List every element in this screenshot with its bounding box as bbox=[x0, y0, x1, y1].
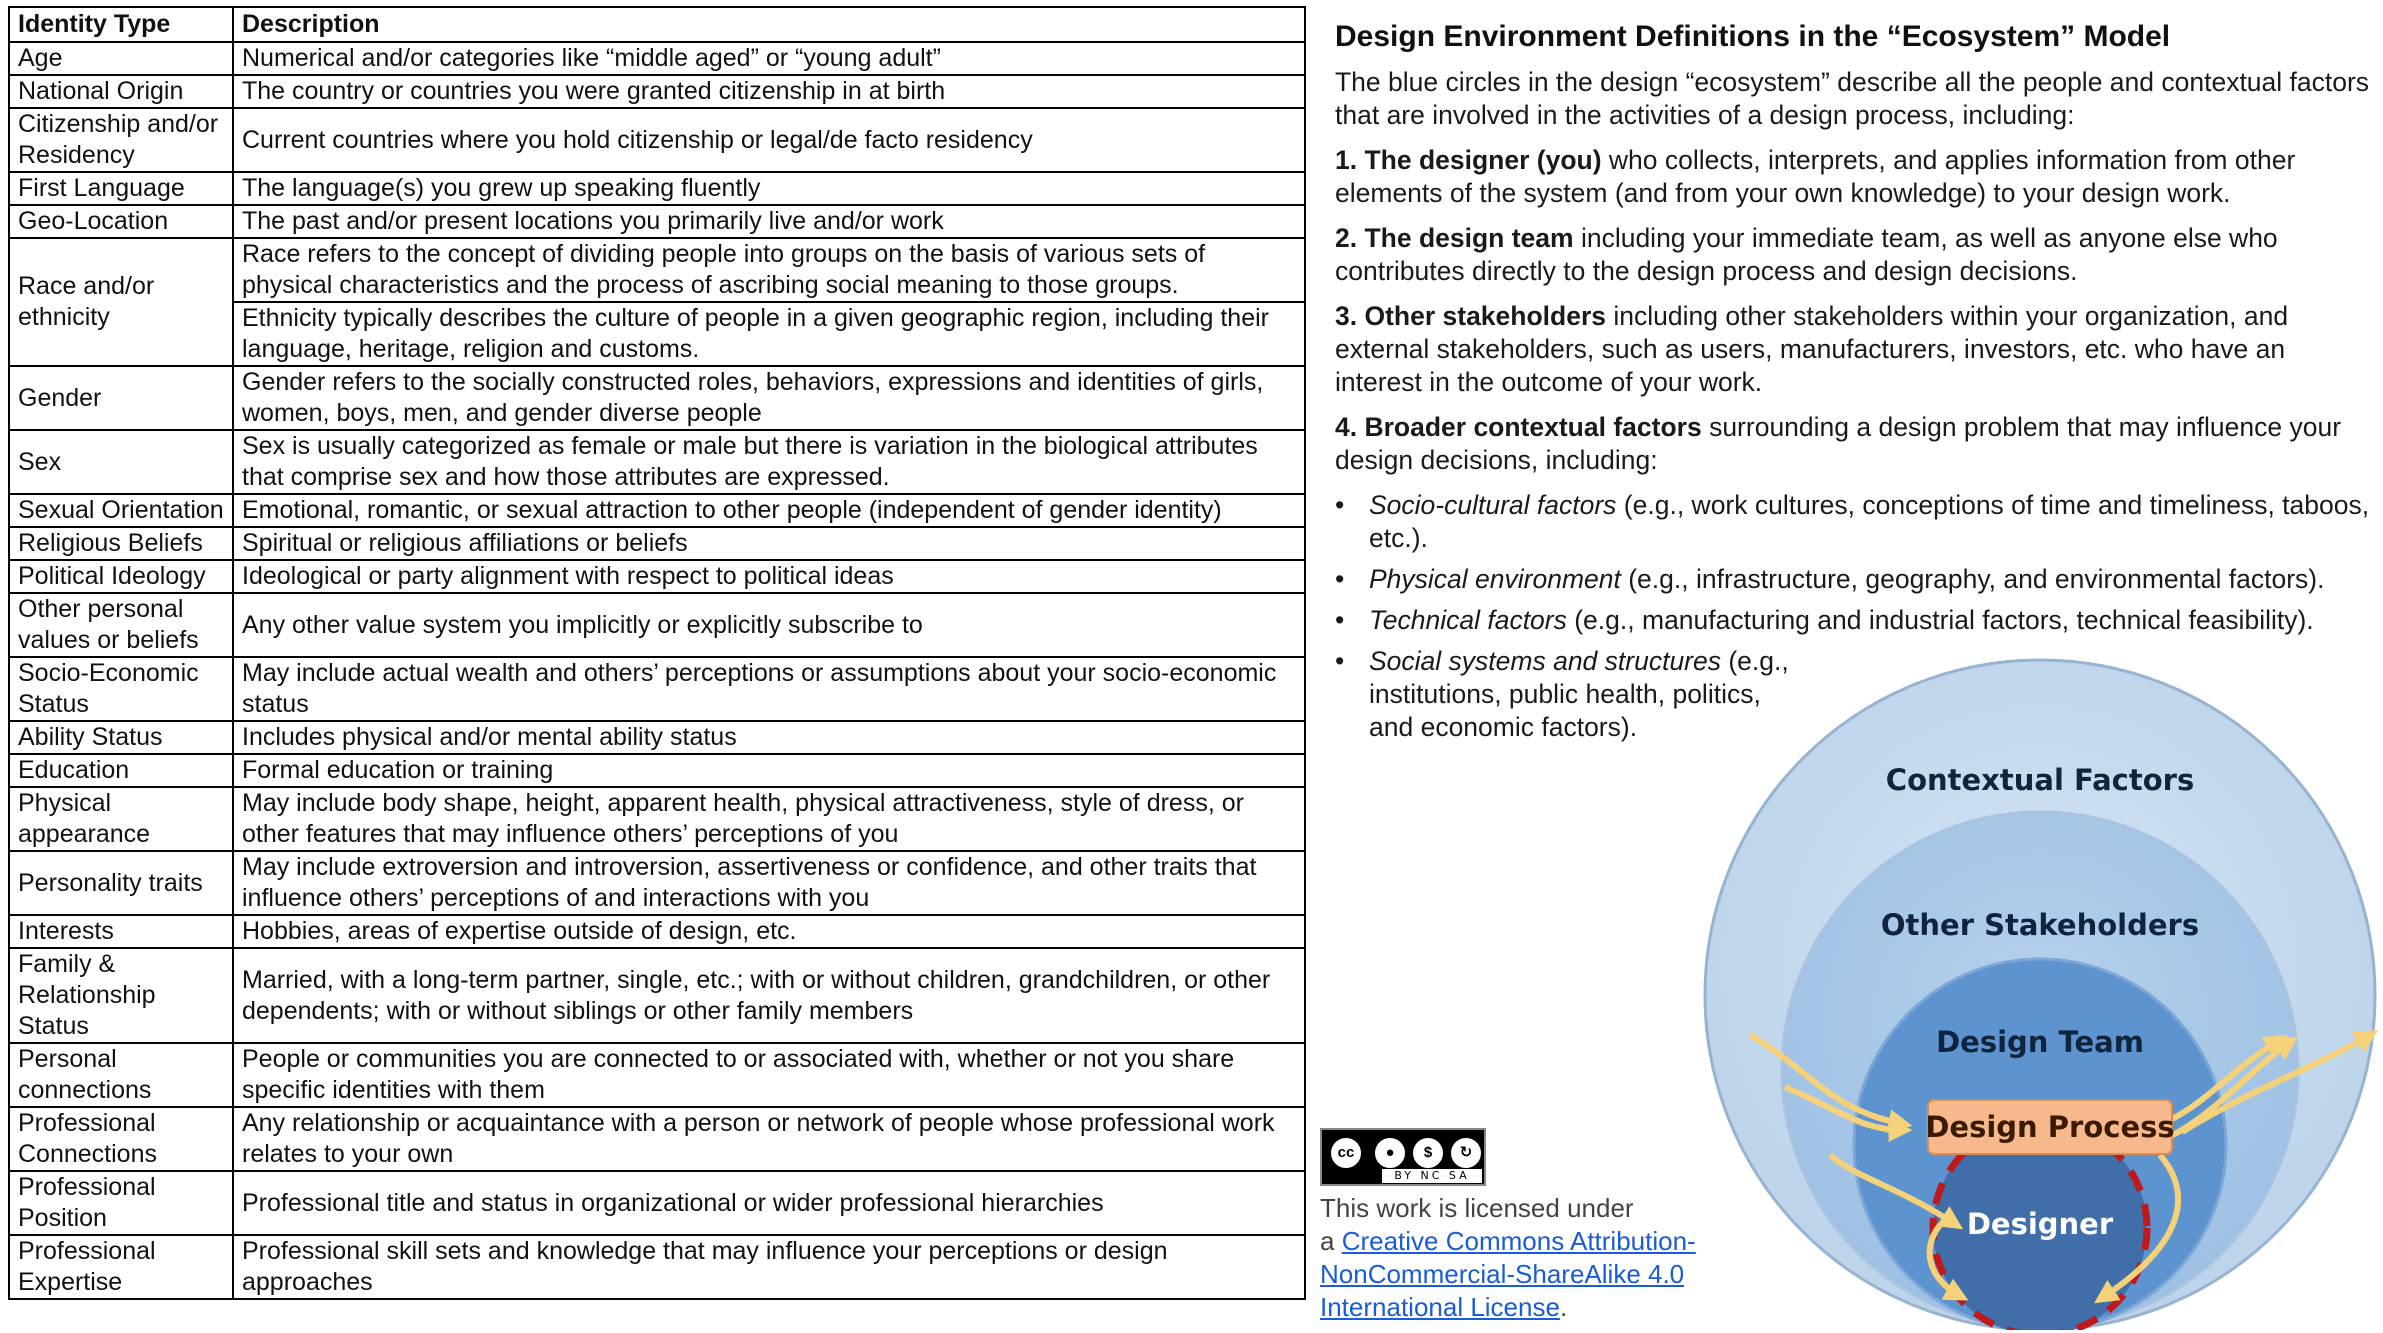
factor-name: Social systems and structures bbox=[1369, 646, 1721, 676]
identity-type-cell: First Language bbox=[9, 172, 233, 205]
identity-type-cell: Ability Status bbox=[9, 721, 233, 754]
definition-text: surrounding a design problem that may influence your design decisions, including: bbox=[1335, 412, 2342, 475]
cc-icon: cc bbox=[1328, 1135, 1364, 1171]
label-designer: Designer bbox=[1966, 1207, 2114, 1241]
definition-item bbox=[1335, 222, 2370, 288]
table-row bbox=[9, 560, 1305, 593]
description-cell: People or communities you are connected to or associated with, whether or not you share specific identities with them bbox=[233, 1043, 1305, 1107]
definition-text: including your immediate team, as well as anyone else who contributes directly to the design process and design decisions. bbox=[1335, 223, 2278, 286]
identity-type-cell: Personal connections bbox=[9, 1043, 233, 1107]
description-cell: Any relationship or acquaintance with a person or network of people whose professional work relates to your own bbox=[233, 1107, 1305, 1171]
header-identity-type: Identity Type bbox=[9, 7, 233, 42]
table-row bbox=[9, 1107, 1305, 1171]
definition-lead: 2. The design team bbox=[1335, 223, 1574, 253]
header-description: Description bbox=[233, 7, 1305, 42]
description-cell: Emotional, romantic, or sexual attraction to other people (independent of gender identity) bbox=[233, 494, 1305, 527]
table-row bbox=[9, 205, 1305, 238]
description-cell: Sex is usually categorized as female or male but there is variation in the biological attributes that comprise sex and how those attributes are expressed. bbox=[233, 430, 1305, 494]
description-cell: Ethnicity typically describes the culture of people in a given geographic region, including their language, heritage, religion and customs. bbox=[233, 302, 1305, 366]
table-row bbox=[9, 1235, 1305, 1299]
identity-type-cell: Education bbox=[9, 754, 233, 787]
table-row bbox=[9, 75, 1305, 108]
definition-lead: 3. Other stakeholders bbox=[1335, 301, 1606, 331]
identity-type-cell: Age bbox=[9, 42, 233, 75]
table-row bbox=[9, 657, 1305, 721]
description-cell: Numerical and/or categories like “middle aged” or “young adult” bbox=[233, 42, 1305, 75]
description-cell: Formal education or training bbox=[233, 754, 1305, 787]
license-block bbox=[1320, 1128, 1740, 1324]
description-cell: The country or countries you were granted citizenship in at birth bbox=[233, 75, 1305, 108]
bullet-icon: • bbox=[1335, 490, 1345, 520]
description-cell: May include body shape, height, apparent health, physical attractiveness, style of dress, or other features that may influence others’ perceptions of you bbox=[233, 787, 1305, 851]
table-row bbox=[9, 1171, 1305, 1235]
description-cell: Gender refers to the socially constructed roles, behaviors, expressions and identities of girls, women, boys, men, and gender diverse people bbox=[233, 366, 1305, 430]
factor-detail: (e.g., work cultures, conceptions of time and timeliness, taboos, etc.). bbox=[1369, 490, 2370, 553]
table-row bbox=[9, 787, 1305, 851]
table-row bbox=[9, 1043, 1305, 1107]
table-row bbox=[9, 721, 1305, 754]
ecosystem-diagram bbox=[1690, 650, 2380, 1330]
license-line-1: This work is licensed under bbox=[1320, 1193, 1634, 1223]
badge-tags: BY NC SA bbox=[1382, 1169, 1482, 1183]
factor-name: Technical factors bbox=[1369, 605, 1567, 635]
identity-type-cell: Family & Relationship Status bbox=[9, 948, 233, 1043]
identity-table bbox=[8, 6, 1306, 1300]
description-cell: Professional skill sets and knowledge that may influence your perceptions or design approaches bbox=[233, 1235, 1305, 1299]
bullet-icon: • bbox=[1335, 646, 1345, 676]
table-row bbox=[9, 527, 1305, 560]
description-cell: The language(s) you grew up speaking fluently bbox=[233, 172, 1305, 205]
label-other-stakeholders: Other Stakeholders bbox=[1880, 908, 2200, 942]
definition-lead: 4. Broader contextual factors bbox=[1335, 412, 1702, 442]
table-row bbox=[9, 108, 1305, 172]
definition-text: including other stakeholders within your organization, and external stakeholders, such as users, manufacturers, investors, etc. who have an interest in the outcome of your work. bbox=[1335, 301, 2289, 397]
description-cell: Includes physical and/or mental ability status bbox=[233, 721, 1305, 754]
identity-type-cell: Sex bbox=[9, 430, 233, 494]
table-row bbox=[9, 948, 1305, 1043]
identity-type-cell: Personality traits bbox=[9, 851, 233, 915]
table-body bbox=[9, 42, 1305, 1299]
identity-type-cell: Professional Expertise bbox=[9, 1235, 233, 1299]
cc-license-badge[interactable] bbox=[1320, 1128, 1486, 1186]
license-suffix: . bbox=[1559, 1292, 1568, 1322]
license-prefix: a bbox=[1320, 1226, 1342, 1256]
identity-type-cell: Citizenship and/or Residency bbox=[9, 108, 233, 172]
identity-type-cell: Geo-Location bbox=[9, 205, 233, 238]
description-cell: Ideological or party alignment with respect to political ideas bbox=[233, 560, 1305, 593]
table-row bbox=[9, 593, 1305, 657]
definition-text: who collects, interprets, and applies information from other elements of the system (and from your own knowledge) to your design work. bbox=[1335, 145, 2296, 208]
definition-item bbox=[1335, 300, 2370, 399]
sharealike-icon: ↻ bbox=[1448, 1135, 1484, 1171]
definitions-title: Design Environment Definitions in the “Ecosystem” Model bbox=[1335, 20, 2171, 53]
bullet-icon: • bbox=[1335, 564, 1345, 594]
identity-type-cell: Other personal values or beliefs bbox=[9, 593, 233, 657]
identity-type-cell: Interests bbox=[9, 915, 233, 948]
definition-item bbox=[1335, 411, 2370, 477]
description-cell: May include actual wealth and others’ perceptions or assumptions about your socio-economic status bbox=[233, 657, 1305, 721]
table-row bbox=[9, 430, 1305, 494]
identity-type-cell: National Origin bbox=[9, 75, 233, 108]
definition-item bbox=[1335, 144, 2370, 210]
license-line-2 bbox=[1320, 1225, 1740, 1324]
description-cell: Hobbies, areas of expertise outside of design, etc. bbox=[233, 915, 1305, 948]
license-link[interactable]: Creative Commons Attribution-NonCommercial-ShareAlike 4.0 International License bbox=[1320, 1226, 1696, 1322]
description-cell: Any other value system you implicitly or explicitly subscribe to bbox=[233, 593, 1305, 657]
identity-type-cell: Sexual Orientation bbox=[9, 494, 233, 527]
identity-type-cell: Political Ideology bbox=[9, 560, 233, 593]
factor-item bbox=[1335, 563, 2370, 596]
table-header-row bbox=[9, 7, 1305, 42]
label-design-team: Design Team bbox=[1936, 1025, 2144, 1059]
factor-item bbox=[1335, 604, 2370, 637]
label-contextual-factors: Contextual Factors bbox=[1885, 763, 2195, 797]
identity-type-cell: Socio-Economic Status bbox=[9, 657, 233, 721]
description-cell: Race refers to the concept of dividing people into groups on the basis of various sets of physical characteristics and the process of ascribing social meaning to those groups. bbox=[233, 238, 1305, 302]
factor-item bbox=[1335, 489, 2370, 555]
identity-type-cell: Religious Beliefs bbox=[9, 527, 233, 560]
factor-name: Socio-cultural factors bbox=[1369, 490, 1617, 520]
factor-detail: (e.g., manufacturing and industrial factors, technical feasibility). bbox=[1566, 605, 2314, 635]
table-row bbox=[9, 754, 1305, 787]
definition-lead: 1. The designer (you) bbox=[1335, 145, 1602, 175]
description-cell: Professional title and status in organizational or wider professional hierarchies bbox=[233, 1171, 1305, 1235]
definition-items bbox=[1335, 144, 2370, 477]
label-design-process: Design Process bbox=[1925, 1110, 2175, 1144]
factor-name: Physical environment bbox=[1369, 564, 1621, 594]
description-cell: Spiritual or religious affiliations or beliefs bbox=[233, 527, 1305, 560]
table-row bbox=[9, 172, 1305, 205]
identity-type-cell: Physical appearance bbox=[9, 787, 233, 851]
table-row bbox=[9, 915, 1305, 948]
factor-detail: (e.g., institutions, public health, politics, and economic factors). bbox=[1369, 646, 1789, 742]
factor-detail: (e.g., infrastructure, geography, and environmental factors). bbox=[1620, 564, 2325, 594]
identity-type-cell: Professional Connections bbox=[9, 1107, 233, 1171]
table-row bbox=[9, 42, 1305, 75]
description-cell: Married, with a long-term partner, single, etc.; with or without children, grandchildren, or other dependents; with or without siblings or other family members bbox=[233, 948, 1305, 1043]
table-row bbox=[9, 494, 1305, 527]
table-row bbox=[9, 238, 1305, 302]
noncommercial-icon: $ bbox=[1410, 1135, 1446, 1171]
description-cell: Current countries where you hold citizenship or legal/de facto residency bbox=[233, 108, 1305, 172]
identity-type-cell: Professional Position bbox=[9, 1171, 233, 1235]
by-attribution-icon: ● bbox=[1372, 1135, 1408, 1171]
bullet-icon: • bbox=[1335, 605, 1345, 635]
table-row bbox=[9, 366, 1305, 430]
description-cell: The past and/or present locations you primarily live and/or work bbox=[233, 205, 1305, 238]
table-row bbox=[9, 851, 1305, 915]
definitions-panel bbox=[1335, 18, 2370, 752]
definitions-intro: The blue circles in the design “ecosystem” describe all the people and contextual factors that are involved in the activities of a design process, including: bbox=[1335, 67, 2370, 130]
identity-type-cell: Gender bbox=[9, 366, 233, 430]
identity-type-cell: Race and/or ethnicity bbox=[9, 238, 233, 366]
description-cell: May include extroversion and introversion, assertiveness or confidence, and other traits that influence others’ perceptions of and interactions with you bbox=[233, 851, 1305, 915]
